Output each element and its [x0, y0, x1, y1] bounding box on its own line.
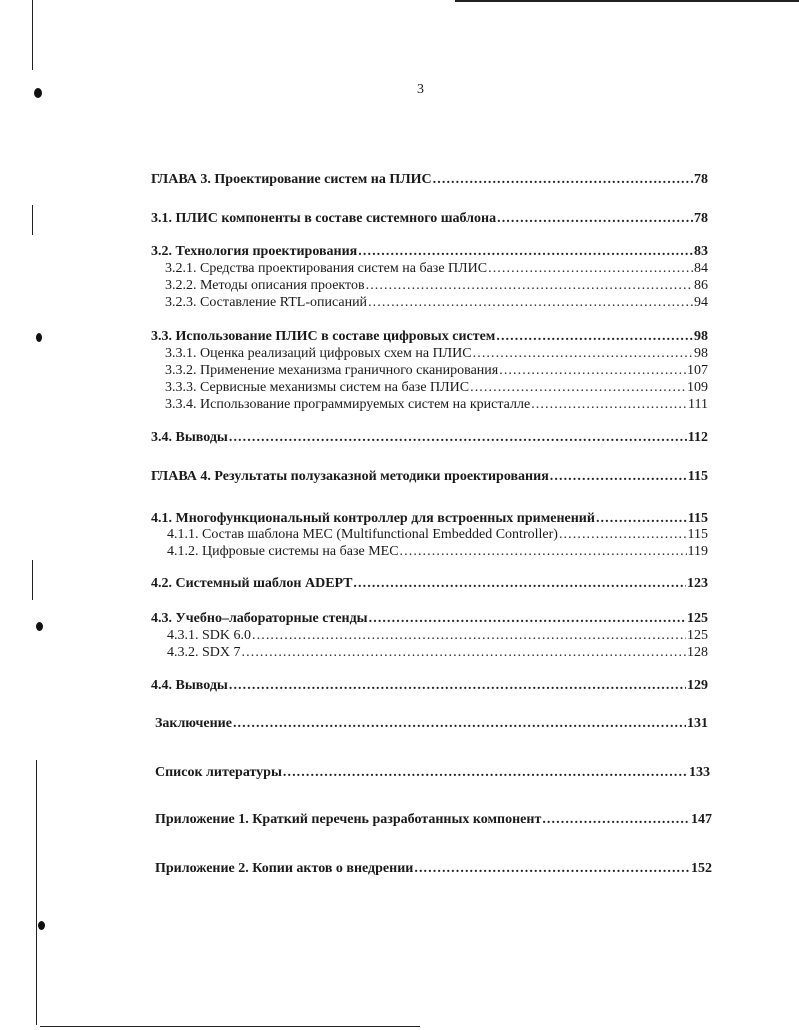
toc-leader [229, 678, 686, 694]
toc-entry-page: 123 [687, 576, 708, 591]
toc-entry-4-4[interactable] [151, 678, 708, 694]
toc-entry-4-1-2[interactable] [167, 544, 708, 560]
toc-entry-title: 4.3.2. SDX 7 [167, 645, 241, 660]
toc-leader [542, 812, 690, 828]
toc-leader [414, 861, 690, 877]
toc-leader [233, 716, 686, 732]
toc-entry-chapter-3[interactable] [151, 172, 708, 188]
toc-entry-page: 111 [688, 397, 708, 412]
toc-entry-4-2[interactable] [151, 576, 708, 592]
toc-entry-title: 3.3.1. Оценка реализаций цифровых схем на ПЛИС [165, 346, 472, 361]
toc-entry-page: 125 [687, 628, 708, 643]
toc-entry-3-2-1[interactable] [165, 261, 708, 277]
toc-entry-page: 94 [694, 295, 708, 310]
toc-leader [433, 172, 693, 188]
toc-entry-page: 78 [694, 211, 708, 226]
toc-entry-page: 115 [687, 527, 708, 542]
toc-entry-title: 3.2.1. Средства проектирования систем на базе ПЛИС [165, 261, 488, 276]
toc-entry-title: 4.1.1. Состав шаблона MEC (Multifunctional Embedded Controller) [167, 527, 558, 542]
toc-leader [531, 397, 687, 413]
toc-entry-page: 129 [687, 678, 708, 693]
toc-entry-title: 4.1.2. Цифровые системы на базе MEC [167, 544, 399, 559]
toc-entry-3-2[interactable] [151, 244, 708, 260]
toc-entry-page: 119 [687, 544, 708, 559]
toc-leader [252, 628, 686, 644]
toc-leader [550, 469, 687, 485]
toc-entry-page: 107 [687, 363, 708, 378]
toc-leader [368, 295, 693, 311]
toc-leader [229, 430, 687, 446]
toc-leader [369, 611, 686, 627]
toc-leader [596, 511, 687, 527]
toc-entry-title: 3.3.2. Применение механизма граничного сканирования [165, 363, 499, 378]
toc-leader [283, 765, 688, 781]
toc-entry-title: Приложение 1. Краткий перечень разработанных компонент [155, 812, 542, 827]
toc-entry-3-4[interactable] [151, 430, 708, 446]
toc-entry-title: ГЛАВА 4. Результаты полузаказной методики проектирования [151, 469, 549, 484]
toc-entry-page: 152 [691, 861, 712, 876]
toc-entry-title: 4.4. Выводы [151, 678, 228, 693]
toc-entry-title: 4.3. Учебно–лабораторные стенды [151, 611, 368, 626]
toc-leader [497, 211, 693, 227]
toc-leader [559, 527, 687, 543]
toc-entry-title: Заключение [155, 716, 232, 731]
toc-leader [366, 278, 693, 294]
toc-entry-4-3-1[interactable] [167, 628, 708, 644]
toc-leader [496, 329, 693, 345]
toc-entry-3-2-3[interactable] [165, 295, 708, 311]
toc-leader [488, 261, 693, 277]
toc-entry-title: 4.3.1. SDK 6.0 [167, 628, 252, 643]
toc-entry-page: 83 [694, 244, 708, 259]
toc-entry-page: 131 [687, 716, 708, 731]
toc-entry-references[interactable] [155, 765, 710, 781]
toc-leader [242, 645, 686, 661]
toc-entry-page: 133 [689, 765, 710, 780]
toc-leader [499, 363, 686, 379]
toc-entry-4-3[interactable] [151, 611, 708, 627]
toc-entry-4-1-1[interactable] [167, 527, 708, 543]
toc-entry-page: 125 [687, 611, 708, 626]
toc-leader [400, 544, 687, 560]
toc-entry-page: 84 [694, 261, 708, 276]
toc-entry-page: 86 [694, 278, 708, 293]
toc-entry-3-3-2[interactable] [165, 363, 708, 379]
toc-entry-title: 3.2. Технология проектирования [151, 244, 358, 259]
toc-entry-page: 98 [694, 346, 708, 361]
toc-entry-title: 4.1. Многофункциональный контроллер для встроенных применений [151, 511, 595, 526]
toc-entry-page: 128 [687, 645, 708, 660]
toc-entry-page: 98 [694, 329, 708, 344]
toc-entry-title: Приложение 2. Копии актов о внедрении [155, 861, 414, 876]
toc-entry-title: 3.2.3. Составление RTL-описаний [165, 295, 368, 310]
toc-entry-title: 3.3.4. Использование программируемых систем на кристалле [165, 397, 531, 412]
toc-entry-page: 115 [687, 511, 708, 526]
toc-entry-page: 115 [687, 469, 708, 484]
toc-entry-conclusion[interactable] [155, 716, 708, 732]
toc-entry-appendix-2[interactable] [155, 861, 712, 877]
toc-entry-3-3-1[interactable] [165, 346, 708, 362]
toc-entry-page: 112 [687, 430, 708, 445]
toc-entry-title: 3.1. ПЛИС компоненты в составе системного шаблона [151, 211, 497, 226]
page-number: 3 [417, 82, 424, 97]
toc-entry-4-1[interactable] [151, 511, 708, 527]
toc-entry-title: 3.3. Использование ПЛИС в составе цифровых систем [151, 329, 496, 344]
toc-entry-3-3[interactable] [151, 329, 708, 345]
toc-entry-title: 3.3.3. Сервисные механизмы систем на базе ПЛИС [165, 380, 470, 395]
toc-entry-chapter-4[interactable] [151, 469, 708, 485]
toc-leader [353, 576, 686, 592]
toc-entry-page: 109 [687, 380, 708, 395]
toc-leader [358, 244, 693, 260]
toc-entry-title: 4.2. Системный шаблон ADEPT [151, 576, 353, 591]
toc-entry-title: ГЛАВА 3. Проектирование систем на ПЛИС [151, 172, 432, 187]
toc-entry-4-3-2[interactable] [167, 645, 708, 661]
toc-entry-3-1[interactable] [151, 211, 708, 227]
toc-entry-3-2-2[interactable] [165, 278, 708, 294]
toc-entry-page: 78 [694, 172, 708, 187]
toc-entry-title: 3.2.2. Методы описания проектов [165, 278, 365, 293]
toc-entry-title: 3.4. Выводы [151, 430, 228, 445]
toc-entry-page: 147 [691, 812, 712, 827]
toc-entry-appendix-1[interactable] [155, 812, 712, 828]
toc-leader [473, 346, 693, 362]
toc-entry-3-3-4[interactable] [165, 397, 708, 413]
toc-leader [470, 380, 686, 396]
toc-entry-3-3-3[interactable] [165, 380, 708, 396]
toc-entry-title: Список литературы [155, 765, 282, 780]
